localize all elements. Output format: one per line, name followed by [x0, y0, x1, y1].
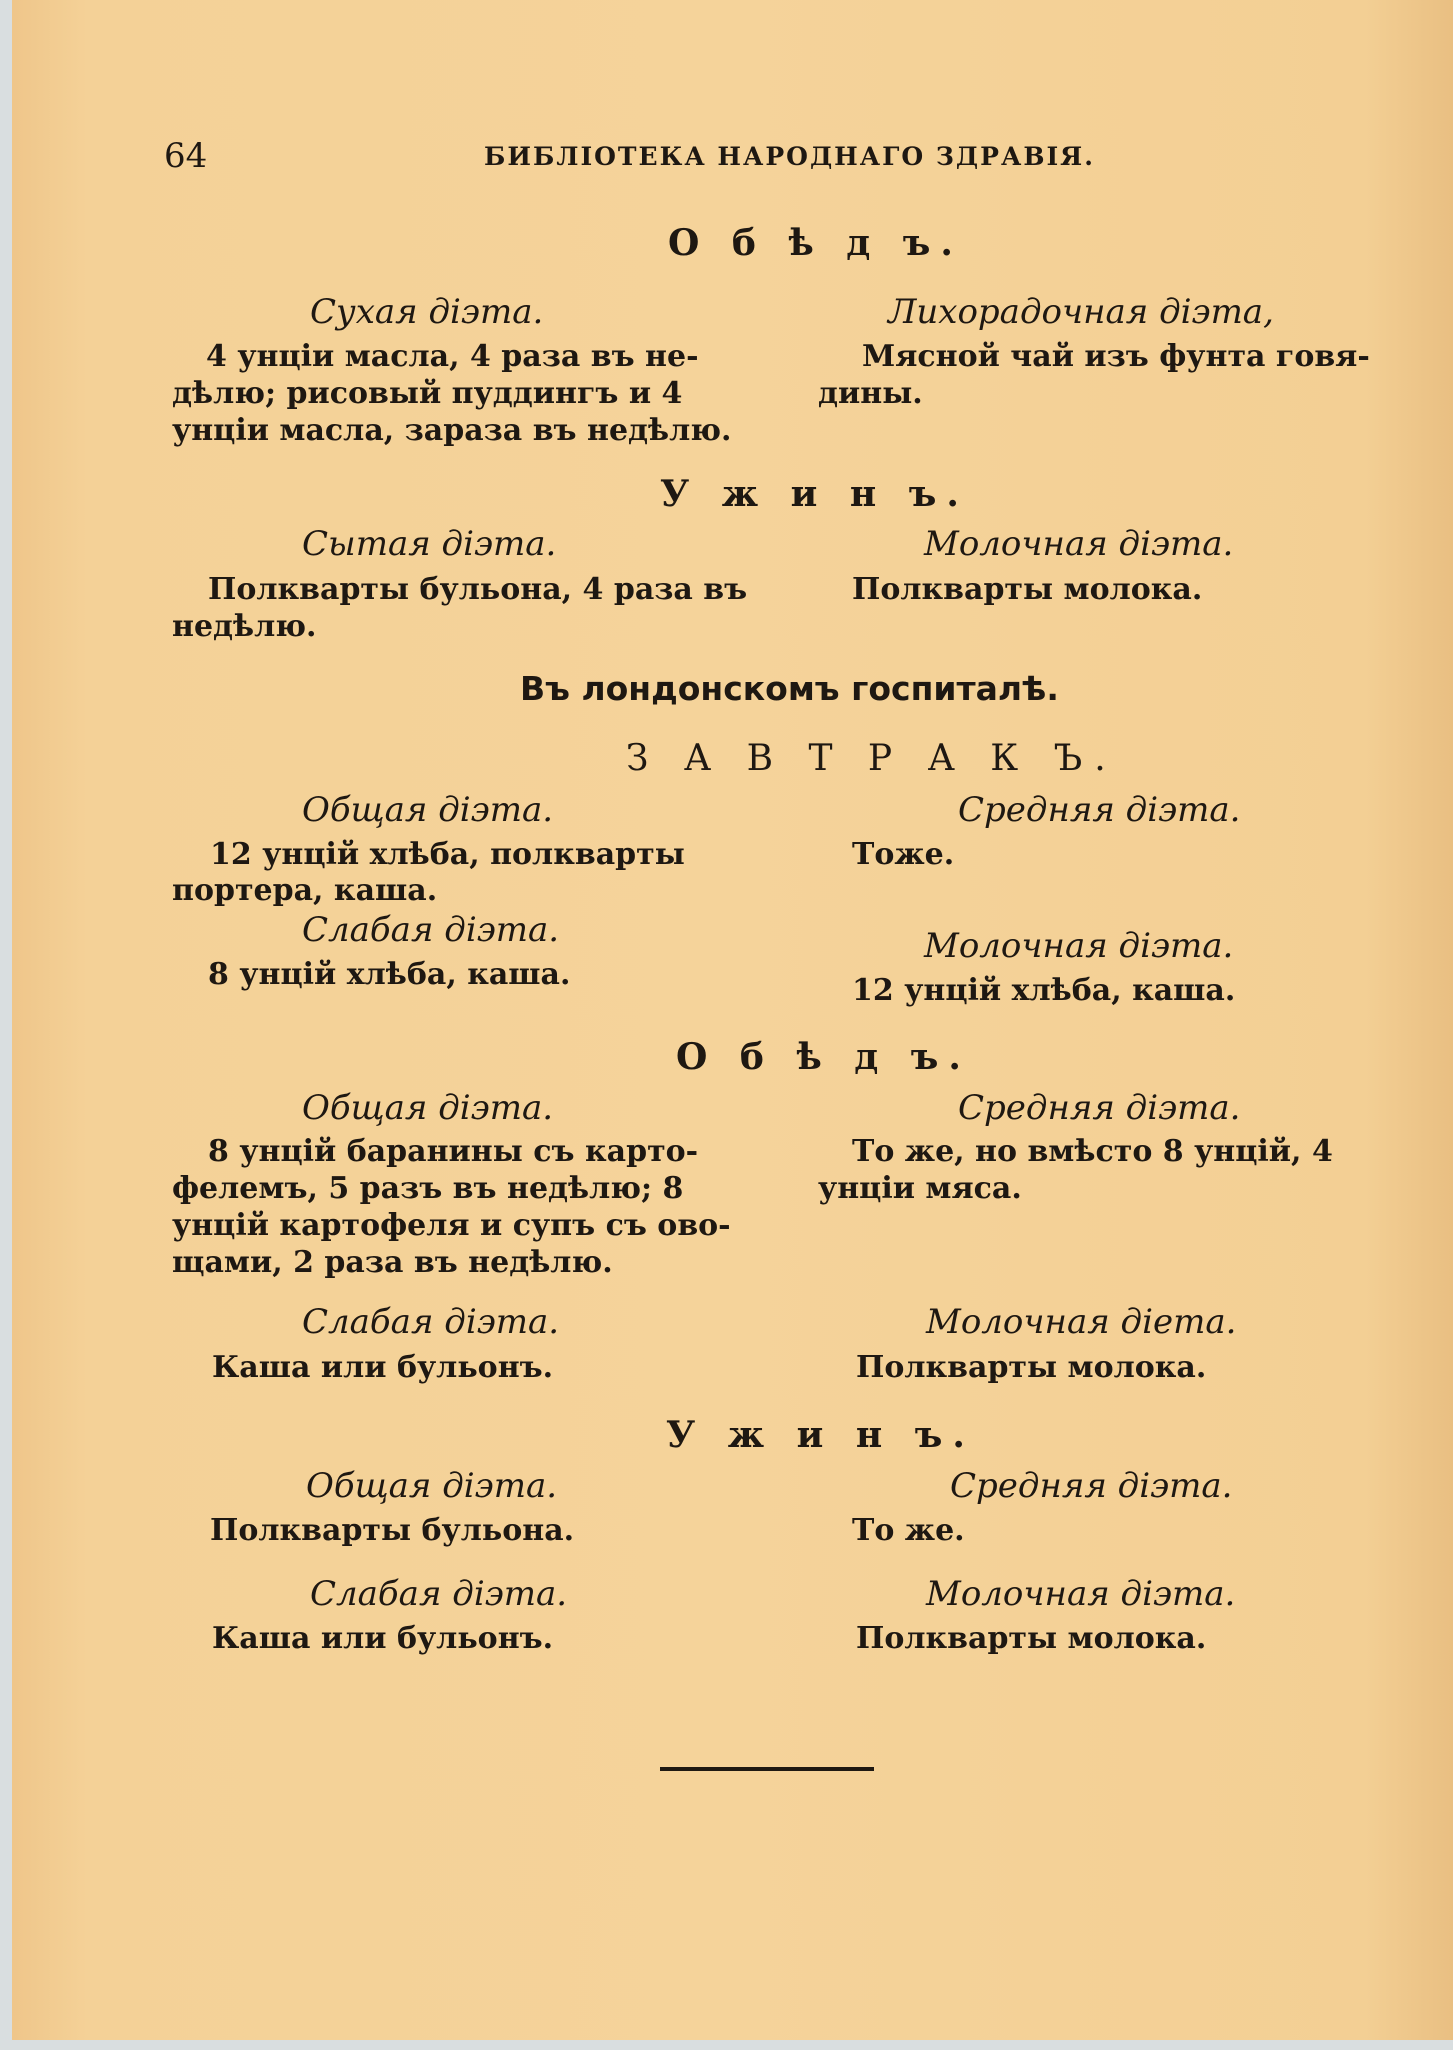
text-line: То же.	[852, 1513, 965, 1548]
diet-heading-medium: Средняя дiэта.	[958, 1088, 1241, 1128]
right-diet-heading: Лихорадочная дiэта,	[888, 292, 1274, 332]
diet-heading-weak: Слабая дiэта.	[310, 1574, 568, 1614]
text-line: Полкварты молока.	[852, 572, 1203, 607]
subheading-london-hospital: Въ лондонскомъ госпиталѣ.	[520, 669, 1059, 708]
page-header	[164, 136, 1364, 176]
section-title-dinner-1: О б ѣ д ъ.	[668, 222, 963, 264]
text-line: дины.	[818, 376, 923, 411]
text-line: Мясной чай изъ фунта говя-	[862, 339, 1370, 374]
text-line: 12 унцiй хлѣба, полкварты	[210, 837, 685, 872]
text-line: дѣлю; рисовый пуддингъ и 4	[172, 376, 683, 411]
scan-border-bottom	[0, 2040, 1453, 2050]
text-line: фелемъ, 5 разъ въ недѣлю; 8	[172, 1171, 684, 1206]
section-title-supper-1: У ж и н ъ.	[660, 473, 969, 515]
text-line: 4 унцiи масла, 4 раза въ не-	[206, 339, 699, 374]
text-line: унцiй картофеля и супъ съ ово-	[172, 1208, 731, 1243]
diet-heading-milk: Молочная дiета.	[926, 1302, 1237, 1342]
text-line: Полкварты молока.	[856, 1621, 1207, 1656]
left-diet-heading: Сухая дiэта.	[310, 292, 544, 332]
text-line: Каша или бульонъ.	[212, 1350, 554, 1385]
section-title-dinner-2: О б ѣ д ъ.	[676, 1036, 971, 1078]
text-line: Полкварты бульона.	[210, 1513, 575, 1548]
text-line: портера, каша.	[172, 873, 438, 908]
diet-heading-general: Общая дiэта.	[306, 1466, 558, 1506]
diet-heading-general: Общая дiэта.	[302, 1088, 554, 1128]
diet-heading-general: Общая дiэта.	[302, 790, 554, 830]
diet-heading-weak: Слабая дiэта.	[302, 910, 560, 950]
diet-heading-weak: Слабая дiэта.	[302, 1302, 560, 1342]
text-line: Тоже.	[852, 837, 955, 872]
end-rule	[660, 1767, 874, 1771]
text-line: То же, но вмѣсто 8 унцiй, 4	[852, 1134, 1333, 1169]
diet-heading-milk: Молочная дiэта.	[924, 926, 1234, 966]
scan-border-left	[0, 0, 12, 2050]
text-line: щами, 2 раза въ недѣлю.	[172, 1245, 613, 1280]
diet-heading-medium: Средняя дiэта.	[958, 790, 1241, 830]
text-line: Полкварты молока.	[856, 1350, 1207, 1385]
text-line: унцiи мяса.	[818, 1171, 1022, 1206]
section-title-breakfast: З А В Т Р А К Ъ.	[626, 738, 1118, 779]
text-line: унцiи масла, зараза въ недѣлю.	[172, 413, 732, 448]
left-diet-heading: Сытая дiэта.	[302, 524, 557, 564]
text-line: Полкварты бульона, 4 раза въ	[208, 572, 748, 607]
section-title-supper-2: У ж и н ъ.	[666, 1414, 975, 1456]
text-line: 8 унцiй хлѣба, каша.	[208, 957, 571, 992]
diet-heading-medium: Средняя дiэта.	[950, 1466, 1233, 1506]
text-line: 8 унцiй баранины съ карто-	[208, 1134, 699, 1169]
running-title: БИБЛIОТЕКА НАРОДНАГО ЗДРАВIЯ.	[484, 142, 1095, 171]
right-diet-heading: Молочная дiэта.	[924, 524, 1234, 564]
text-line: Каша или бульонъ.	[212, 1621, 554, 1656]
page-number: 64	[164, 136, 208, 176]
text-line: 12 унцiй хлѣба, каша.	[852, 973, 1236, 1008]
text-line: недѣлю.	[172, 609, 317, 644]
diet-heading-milk: Молочная дiэта.	[926, 1574, 1236, 1614]
